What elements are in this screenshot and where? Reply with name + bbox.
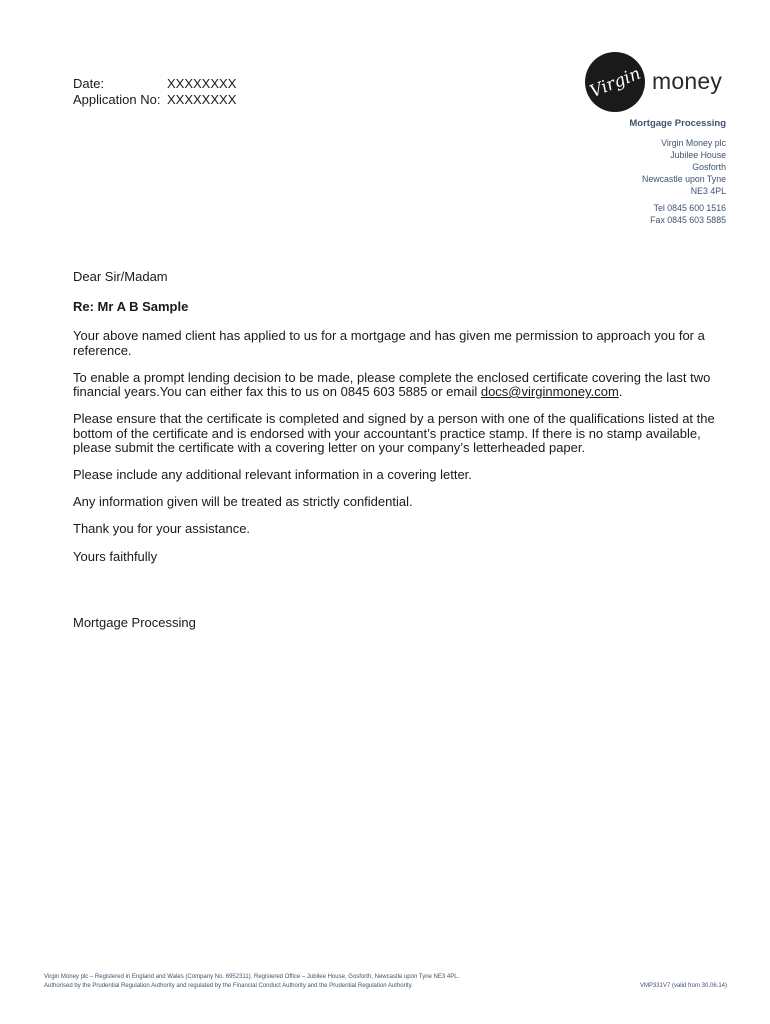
address-line: NE3 4PL	[690, 186, 726, 196]
footer-line-1: Virgin Money plc – Registered in England and Wales (Company No. 6952311). Registered Office – Jubilee House, Gosforth, Newcastle upon Tyne NE3 4PL.	[44, 974, 460, 980]
address-line: Gosforth	[692, 162, 726, 172]
date-value: XXXXXXXX	[167, 76, 237, 91]
application-row	[73, 92, 236, 108]
virgin-logo-icon	[585, 52, 645, 112]
paragraph-2-text: To enable a prompt lending decision to be made, please complete the enclosed certificate covering the last two financial years.You can either fax this to us on 0845 603 5885 or email	[73, 369, 711, 399]
application-value: XXXXXXXX	[167, 91, 237, 107]
virgin-money-logo	[585, 52, 722, 112]
email-link[interactable]: docs@virginmoney.com	[480, 384, 619, 399]
signoff: Mortgage Processing	[73, 615, 196, 630]
document-reference: VMP331V7 (valid from 30.06.14)	[639, 982, 727, 989]
salutation: Dear Sir/Madam	[73, 269, 168, 284]
application-label: Application No:	[73, 91, 161, 107]
footer	[44, 973, 727, 990]
letter-body	[73, 270, 723, 631]
logo-script-text: Virgin	[587, 63, 644, 103]
address-tel: Tel 0845 600 1516	[653, 203, 726, 213]
sender-address	[629, 118, 726, 226]
reference-line: Re: Mr A B Sample	[73, 298, 189, 314]
address-department: Mortgage Processing	[629, 118, 726, 129]
paragraph-6: Thank you for your assistance.	[73, 521, 251, 536]
logo-wordmark: money	[652, 67, 723, 94]
footer-line-2: Authorised by the Prudential Regulation Authority and regulated by the Financial Conduct Authority and the Prudential Regulation Authority.	[44, 982, 413, 989]
closing: Yours faithfully	[73, 548, 158, 564]
paragraph-2	[73, 371, 723, 400]
paragraph-3: Please ensure that the certificate is completed and signed by a person with one of the qualifications listed at the bottom of the certificate and is endorsed with your accountant’s practice stamp. If there is no stamp available, please submit the certificate with a covering letter on your company’s letterheaded paper.	[73, 411, 715, 455]
letter-meta	[73, 76, 236, 107]
date-row	[73, 76, 236, 92]
paragraph-5: Any information given will be treated as strictly confidential.	[73, 494, 413, 509]
address-fax: Fax 0845 603 5885	[650, 215, 726, 225]
paragraph-1: Your above named client has applied to us for a mortgage and has given me permission to approach you for a reference.	[73, 328, 705, 358]
paragraph-2-end: .	[618, 384, 623, 399]
address-line: Virgin Money plc	[661, 138, 726, 148]
paragraph-4: Please include any additional relevant information in a covering letter.	[73, 467, 472, 482]
footer-row	[44, 982, 727, 991]
address-line: Jubilee House	[670, 150, 726, 160]
date-label: Date:	[73, 76, 105, 91]
address-line: Newcastle upon Tyne	[642, 174, 726, 184]
